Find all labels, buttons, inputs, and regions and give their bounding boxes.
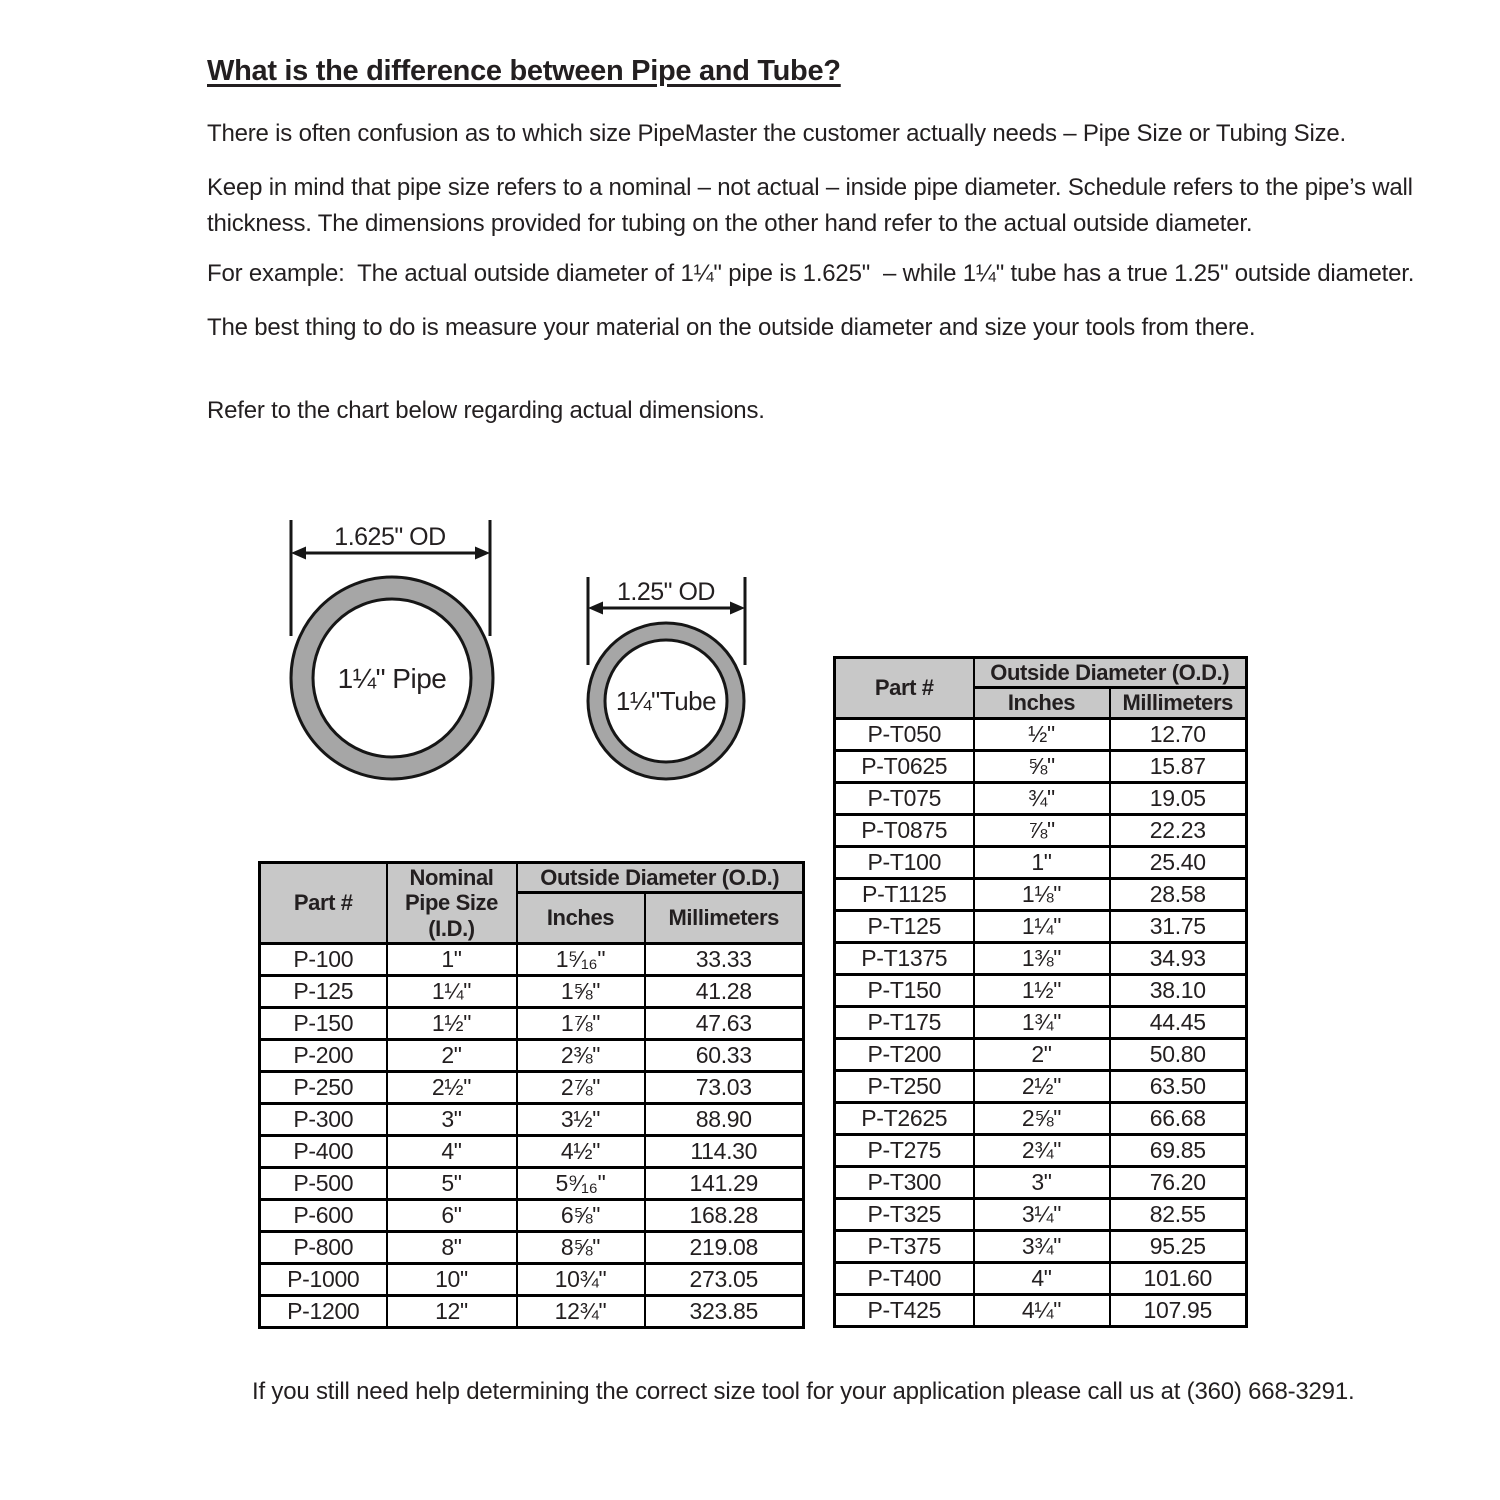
table-row xyxy=(260,1200,804,1232)
table-cell: ⅞" xyxy=(974,815,1110,847)
table-cell: 28.58 xyxy=(1110,879,1247,911)
table-row xyxy=(260,1232,804,1264)
table-row xyxy=(835,1071,1247,1103)
table-cell: 2" xyxy=(974,1039,1110,1071)
pipe-table-header-millimeters: Millimeters xyxy=(645,893,804,944)
table-cell: P-T0875 xyxy=(835,815,974,847)
table-cell: 114.30 xyxy=(645,1136,804,1168)
table-cell: P-500 xyxy=(260,1168,387,1200)
table-cell: 3½" xyxy=(517,1104,645,1136)
table-cell: 66.68 xyxy=(1110,1103,1247,1135)
table-cell: P-150 xyxy=(260,1008,387,1040)
pipe-cross-section xyxy=(291,577,493,779)
table-cell: 19.05 xyxy=(1110,783,1247,815)
table-row xyxy=(835,975,1247,1007)
table-cell: P-T425 xyxy=(835,1295,974,1327)
table-cell: 1" xyxy=(387,944,517,976)
table-row xyxy=(260,1040,804,1072)
pipe-table-header-inches: Inches xyxy=(517,893,645,944)
table-cell: 50.80 xyxy=(1110,1039,1247,1071)
pipe-size-explanation-paragraph: Keep in mind that pipe size refers to a nominal – not actual – inside pipe diameter. Schedule refers to the pipe’s wall thickness. The dimensions provided for tubing on the other hand refer to the actual outside diameter. xyxy=(207,174,1420,237)
table-row xyxy=(835,847,1247,879)
table-cell: 1½" xyxy=(974,975,1110,1007)
table-cell: 2¾" xyxy=(974,1135,1110,1167)
table-cell: 88.90 xyxy=(645,1104,804,1136)
table-cell: P-T275 xyxy=(835,1135,974,1167)
table-row xyxy=(835,1263,1247,1295)
table-cell: 3" xyxy=(387,1104,517,1136)
pipe-od-label: 1.625" OD xyxy=(334,523,446,551)
table-cell: 6⅝" xyxy=(517,1200,645,1232)
table-cell: 63.50 xyxy=(1110,1071,1247,1103)
table-cell: P-1000 xyxy=(260,1264,387,1296)
table-row xyxy=(835,1231,1247,1263)
tube-table-header-inches: Inches xyxy=(974,688,1110,719)
tube-table-header-millimeters: Millimeters xyxy=(1110,688,1247,719)
table-cell: 12.70 xyxy=(1110,719,1247,751)
table-cell: P-T300 xyxy=(835,1167,974,1199)
table-cell: 95.25 xyxy=(1110,1231,1247,1263)
table-cell: 4¼" xyxy=(974,1295,1110,1327)
table-cell: ½" xyxy=(974,719,1110,751)
table-cell: P-T0625 xyxy=(835,751,974,783)
table-cell: 101.60 xyxy=(1110,1263,1247,1295)
table-cell: 12¾" xyxy=(517,1296,645,1328)
table-cell: 219.08 xyxy=(645,1232,804,1264)
table-cell: 12" xyxy=(387,1296,517,1328)
example-paragraph: For example: The actual outside diameter of 1¼" pipe is 1.625" – while 1¼" tube has a true 1.25" outside diameter. xyxy=(207,260,1415,287)
table-cell: P-200 xyxy=(260,1040,387,1072)
table-cell: 323.85 xyxy=(645,1296,804,1328)
pipe-table-header xyxy=(260,863,804,944)
table-cell: P-250 xyxy=(260,1072,387,1104)
table-cell: 1⅜" xyxy=(974,943,1110,975)
table-cell: 76.20 xyxy=(1110,1167,1247,1199)
table-row xyxy=(260,1296,804,1328)
table-cell: 4" xyxy=(974,1263,1110,1295)
table-cell: 273.05 xyxy=(645,1264,804,1296)
tube-od-label: 1.25" OD xyxy=(617,578,715,606)
table-cell: 60.33 xyxy=(645,1040,804,1072)
table-cell: 3" xyxy=(974,1167,1110,1199)
table-cell: P-T400 xyxy=(835,1263,974,1295)
table-row xyxy=(835,1039,1247,1071)
table-row xyxy=(260,1264,804,1296)
table-cell: 44.45 xyxy=(1110,1007,1247,1039)
table-row xyxy=(260,1168,804,1200)
pipe-table-header-nominal: Nominal Pipe Size (I.D.) xyxy=(387,863,517,944)
table-cell: P-T075 xyxy=(835,783,974,815)
table-cell: P-T1375 xyxy=(835,943,974,975)
table-cell: 38.10 xyxy=(1110,975,1247,1007)
pipe-table-header-od: Outside Diameter (O.D.) xyxy=(517,863,804,893)
table-row xyxy=(835,1295,1247,1327)
table-cell: 82.55 xyxy=(1110,1199,1247,1231)
table-cell: ¾" xyxy=(974,783,1110,815)
table-cell: P-100 xyxy=(260,944,387,976)
table-cell: P-T375 xyxy=(835,1231,974,1263)
table-cell: 10¾" xyxy=(517,1264,645,1296)
table-cell: P-T100 xyxy=(835,847,974,879)
table-cell: 3¼" xyxy=(974,1199,1110,1231)
table-cell: 34.93 xyxy=(1110,943,1247,975)
table-cell: 2⅜" xyxy=(517,1040,645,1072)
table-cell: 141.29 xyxy=(645,1168,804,1200)
page-title: What is the difference between Pipe and Tube? xyxy=(207,55,841,87)
pipe-table-header-part: Part # xyxy=(260,863,387,944)
table-cell: 73.03 xyxy=(645,1072,804,1104)
tube-table-header xyxy=(835,658,1247,719)
table-row xyxy=(260,944,804,976)
table-cell: P-T050 xyxy=(835,719,974,751)
table-cell: 3¾" xyxy=(974,1231,1110,1263)
table-cell: 10" xyxy=(387,1264,517,1296)
table-cell: 22.23 xyxy=(1110,815,1247,847)
table-cell: 41.28 xyxy=(645,976,804,1008)
pipe-ring-label: 1¼" Pipe xyxy=(337,663,447,694)
table-cell: P-300 xyxy=(260,1104,387,1136)
table-row xyxy=(260,1136,804,1168)
table-cell: 1⁵⁄₁₆" xyxy=(517,944,645,976)
table-cell: P-800 xyxy=(260,1232,387,1264)
table-row xyxy=(260,1104,804,1136)
table-cell: 5⁹⁄₁₆" xyxy=(517,1168,645,1200)
table-cell: 8⅝" xyxy=(517,1232,645,1264)
table-row xyxy=(835,815,1247,847)
table-cell: 8" xyxy=(387,1232,517,1264)
table-row xyxy=(835,1135,1247,1167)
table-row xyxy=(835,751,1247,783)
table-cell: P-T2625 xyxy=(835,1103,974,1135)
tube-ring-label: 1¼"Tube xyxy=(615,686,717,716)
table-cell: 2" xyxy=(387,1040,517,1072)
table-row xyxy=(260,976,804,1008)
table-cell: 2½" xyxy=(974,1071,1110,1103)
table-cell: 1⅝" xyxy=(517,976,645,1008)
table-cell: P-T150 xyxy=(835,975,974,1007)
table-row xyxy=(835,879,1247,911)
table-cell: 5" xyxy=(387,1168,517,1200)
table-cell: 2⅝" xyxy=(974,1103,1110,1135)
table-cell: 168.28 xyxy=(645,1200,804,1232)
pipe-size-table xyxy=(258,861,805,1329)
table-cell: P-T200 xyxy=(835,1039,974,1071)
table-row xyxy=(835,1007,1247,1039)
table-cell: 1¾" xyxy=(974,1007,1110,1039)
table-cell: P-T250 xyxy=(835,1071,974,1103)
table-cell: 4½" xyxy=(517,1136,645,1168)
table-cell: 6" xyxy=(387,1200,517,1232)
table-cell: P-T125 xyxy=(835,911,974,943)
pipe-vs-tube-diagram xyxy=(250,500,790,820)
tube-table-body xyxy=(835,719,1247,1327)
table-cell: P-400 xyxy=(260,1136,387,1168)
table-cell: P-T325 xyxy=(835,1199,974,1231)
table-cell: P-125 xyxy=(260,976,387,1008)
table-cell: 4" xyxy=(387,1136,517,1168)
table-cell: 1½" xyxy=(387,1008,517,1040)
table-cell: ⅝" xyxy=(974,751,1110,783)
pipe-table-body xyxy=(260,944,804,1328)
table-cell: 47.63 xyxy=(645,1008,804,1040)
table-cell: 25.40 xyxy=(1110,847,1247,879)
refer-to-chart-line: Refer to the chart below regarding actual dimensions. xyxy=(207,397,765,424)
tube-table-header-part: Part # xyxy=(835,658,974,719)
intro-paragraph: There is often confusion as to which size PipeMaster the customer actually needs – Pipe Size or Tubing Size. xyxy=(207,120,1347,147)
table-cell: P-T175 xyxy=(835,1007,974,1039)
tube-size-table xyxy=(833,656,1248,1328)
table-cell: 1¼" xyxy=(387,976,517,1008)
table-row xyxy=(260,1008,804,1040)
table-cell: 15.87 xyxy=(1110,751,1247,783)
tube-cross-section xyxy=(588,623,744,779)
table-row xyxy=(835,911,1247,943)
tube-table-header-od: Outside Diameter (O.D.) xyxy=(974,658,1247,688)
table-row xyxy=(260,1072,804,1104)
table-cell: 2½" xyxy=(387,1072,517,1104)
table-cell: 1⅞" xyxy=(517,1008,645,1040)
advice-paragraph: The best thing to do is measure your material on the outside diameter and size your tools from there. xyxy=(207,314,1256,341)
table-cell: 69.85 xyxy=(1110,1135,1247,1167)
table-row xyxy=(835,783,1247,815)
help-phone-line: If you still need help determining the correct size tool for your application please call us at (360) 668-3291. xyxy=(252,1378,1355,1405)
table-cell: 2⅞" xyxy=(517,1072,645,1104)
table-cell: P-T1125 xyxy=(835,879,974,911)
table-row xyxy=(835,943,1247,975)
table-cell: 31.75 xyxy=(1110,911,1247,943)
table-cell: P-1200 xyxy=(260,1296,387,1328)
table-cell: 1⅛" xyxy=(974,879,1110,911)
table-row xyxy=(835,1103,1247,1135)
table-cell: 107.95 xyxy=(1110,1295,1247,1327)
table-row xyxy=(835,1199,1247,1231)
table-cell: 1¼" xyxy=(974,911,1110,943)
table-cell: P-600 xyxy=(260,1200,387,1232)
table-cell: 1" xyxy=(974,847,1110,879)
table-cell: 33.33 xyxy=(645,944,804,976)
table-row xyxy=(835,1167,1247,1199)
table-row xyxy=(835,719,1247,751)
